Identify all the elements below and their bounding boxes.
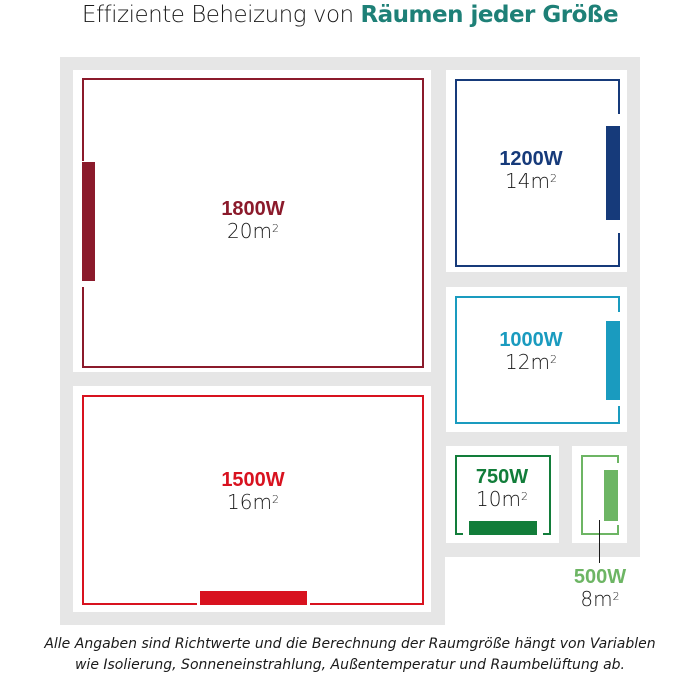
- area-value: $12m^2$: [505, 350, 557, 374]
- room-label-500w: [550, 566, 650, 610]
- wattage-value: 1000W: [499, 329, 563, 351]
- room-label: [456, 329, 606, 373]
- title-highlight: Räumen jeder Größe: [360, 2, 619, 28]
- wattage-value: 1500W: [221, 469, 285, 491]
- area-value: $16m^2$: [227, 490, 279, 514]
- room-label: [456, 148, 606, 192]
- room-label: [173, 469, 333, 513]
- area-value: $14m^2$: [505, 169, 557, 193]
- room-1200w: [446, 70, 627, 272]
- heater-icon: [82, 162, 95, 281]
- leader-line: [599, 520, 600, 563]
- title-prefix: Effiziente Beheizung von: [81, 2, 361, 28]
- heater-icon: [200, 591, 307, 605]
- heater-icon: [606, 126, 620, 220]
- heater-icon: [604, 470, 618, 521]
- room-1000w: [446, 287, 627, 432]
- wattage-value: 500W: [573, 566, 627, 588]
- wattage-value: 1800W: [221, 198, 285, 220]
- wattage-value: 1200W: [499, 148, 563, 170]
- heater-icon: [606, 321, 620, 400]
- room-750w: [446, 446, 559, 543]
- disclaimer-line-1: Alle Angaben sind Richtwerte und die Berechnung der Raumgröße hängt von Variablen: [44, 636, 656, 652]
- room-label: [452, 466, 552, 510]
- area-value: $8m^2$: [580, 587, 620, 611]
- heater-icon: [469, 521, 537, 535]
- disclaimer: [0, 634, 700, 676]
- disclaimer-line-2: wie Isolierung, Sonneneinstrahlung, Außentemperatur und Raumbelüftung ab.: [74, 657, 626, 673]
- room-1500w: [73, 386, 431, 612]
- page-title: [0, 2, 700, 28]
- area-value: $10m^2$: [476, 487, 528, 511]
- room-1800w: [73, 70, 431, 372]
- room-label: [173, 198, 333, 242]
- wattage-value: 750W: [475, 466, 529, 488]
- area-value: $20m^2$: [227, 219, 279, 243]
